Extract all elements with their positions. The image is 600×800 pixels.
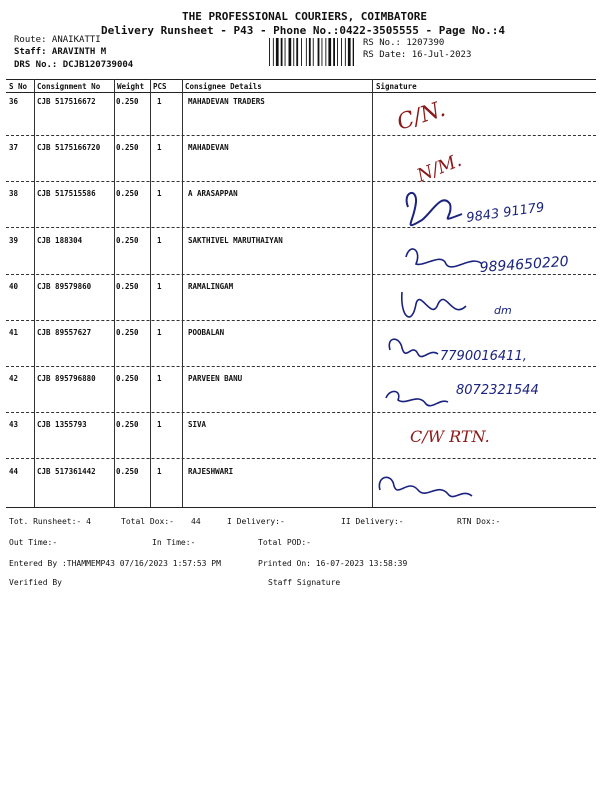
barcode — [269, 38, 354, 66]
row-consignee: PARVEEN BANU — [188, 374, 243, 384]
entered-by: Entered By :THAMMEMP43 07/16/2023 1:57:53 PM — [9, 559, 221, 568]
signature-text: C/N. — [394, 96, 449, 136]
col-header-consignment: Consignment No — [37, 82, 101, 91]
row-consignment: CJB 895796880 — [37, 374, 96, 384]
row-pcs: 1 — [157, 466, 162, 476]
row-sno: 41 — [9, 328, 19, 337]
row-consignment: CJB 517515586 — [37, 189, 96, 199]
row-weight: 0.250 — [116, 143, 139, 153]
col-header-sno: S No — [9, 82, 28, 91]
row-consignment: CJB 1355793 — [37, 420, 87, 430]
row-consignee: MAHADEVAN — [188, 143, 229, 153]
rs-date: RS Date: 16-Jul-2023 — [363, 50, 472, 60]
in-time: In Time:- — [152, 538, 196, 547]
row-weight: 0.250 — [116, 374, 139, 384]
row-consignee: RAJESHWARI — [188, 466, 234, 476]
signature-text: N/M. — [414, 149, 465, 187]
row-consignment: CJB 89557627 — [37, 328, 92, 337]
row-consignee: A ARASAPPAN — [188, 189, 238, 199]
table-top-rule — [6, 79, 596, 80]
total-pod: Total POD:- — [258, 538, 311, 547]
row-weight: 0.250 — [116, 420, 139, 430]
row-sno: 36 — [9, 97, 19, 106]
row-weight: 0.250 — [116, 189, 139, 199]
col-divider — [182, 79, 183, 507]
row-pcs: 1 — [157, 97, 162, 106]
signature-text: dm — [494, 304, 512, 317]
row-pcs: 1 — [157, 189, 162, 199]
row-consignment: CJB 188304 — [37, 235, 83, 245]
row-consignee: SAKTHIVEL MARUTHAIYAN — [188, 235, 283, 245]
col-header-pcs: PCS — [153, 82, 167, 91]
row-pcs: 1 — [157, 328, 162, 337]
signature-text: 7790016411, — [440, 349, 527, 364]
i-delivery: I Delivery:- — [227, 517, 285, 526]
route: Route: ANAIKATTI — [14, 35, 101, 45]
row-pcs: 1 — [157, 281, 162, 291]
col-header-signature: Signature — [376, 82, 417, 91]
printed-on: Printed On: 16-07-2023 13:58:39 — [258, 559, 408, 568]
row-sno: 44 — [9, 466, 19, 476]
row-pcs: 1 — [157, 420, 162, 430]
row-consignee: POOBALAN — [188, 328, 225, 337]
rs-number: RS No.: 1207390 — [363, 38, 445, 48]
staff-signature: Staff Signature — [268, 578, 341, 587]
row-sno: 40 — [9, 281, 19, 291]
row-sno: 43 — [9, 420, 19, 430]
row-pcs: 1 — [157, 374, 162, 384]
row-weight: 0.250 — [116, 97, 139, 106]
row-consignee: MAHADEVAN TRADERS — [188, 97, 265, 106]
row-pcs: 1 — [157, 235, 162, 245]
company-title: THE PROFESSIONAL COURIERS, COIMBATORE — [182, 10, 428, 23]
row-weight: 0.250 — [116, 281, 139, 291]
signature-text: 8072321544 — [456, 383, 539, 398]
col-divider — [34, 79, 35, 507]
verified-by: Verified By — [9, 578, 62, 587]
total-dox-value: 44 — [191, 517, 201, 526]
ii-delivery: II Delivery:- — [341, 517, 404, 526]
signature-text: 9894650220 — [479, 253, 570, 276]
signature-text: 9843 91179 — [465, 200, 546, 226]
row-consignment: CJB 5175166720 — [37, 143, 101, 153]
total-dox-label: Total Dox:- — [121, 517, 174, 526]
row-pcs: 1 — [157, 143, 162, 153]
runsheet-title: Delivery Runsheet - P43 - Phone No.:0422-3505555 - Page No.:4 — [101, 24, 505, 37]
row-sno: 38 — [9, 189, 19, 199]
col-divider — [150, 79, 151, 507]
col-header-consignee: Consignee Details — [185, 82, 262, 91]
staff: Staff: ARAVINTH M — [14, 47, 107, 57]
col-divider — [114, 79, 115, 507]
row-consignment: CJB 517361442 — [37, 466, 96, 476]
out-time: Out Time:- — [9, 538, 58, 547]
row-consignment: CJB 89579860 — [37, 281, 92, 291]
row-weight: 0.250 — [116, 235, 139, 245]
rtn-dox: RTN Dox:- — [457, 517, 501, 526]
row-weight: 0.250 — [116, 328, 139, 337]
row-weight: 0.250 — [116, 466, 139, 476]
row-sno: 42 — [9, 374, 19, 384]
drs-number: DRS No.: DCJB120739004 — [14, 60, 134, 70]
row-sno: 39 — [9, 235, 19, 245]
footer-rule — [6, 507, 596, 508]
row-consignee: RAMALINGAM — [188, 281, 234, 291]
row-consignment: CJB 517516672 — [37, 97, 96, 106]
row-consignee: SIVA — [188, 420, 207, 430]
row-sno: 37 — [9, 143, 19, 153]
col-header-weight: Weight — [117, 82, 145, 91]
signature-text: C/W RTN. — [410, 427, 490, 446]
tot-runsheet: Tot. Runsheet:- 4 — [9, 517, 91, 526]
handwritten-signatures — [372, 92, 596, 507]
